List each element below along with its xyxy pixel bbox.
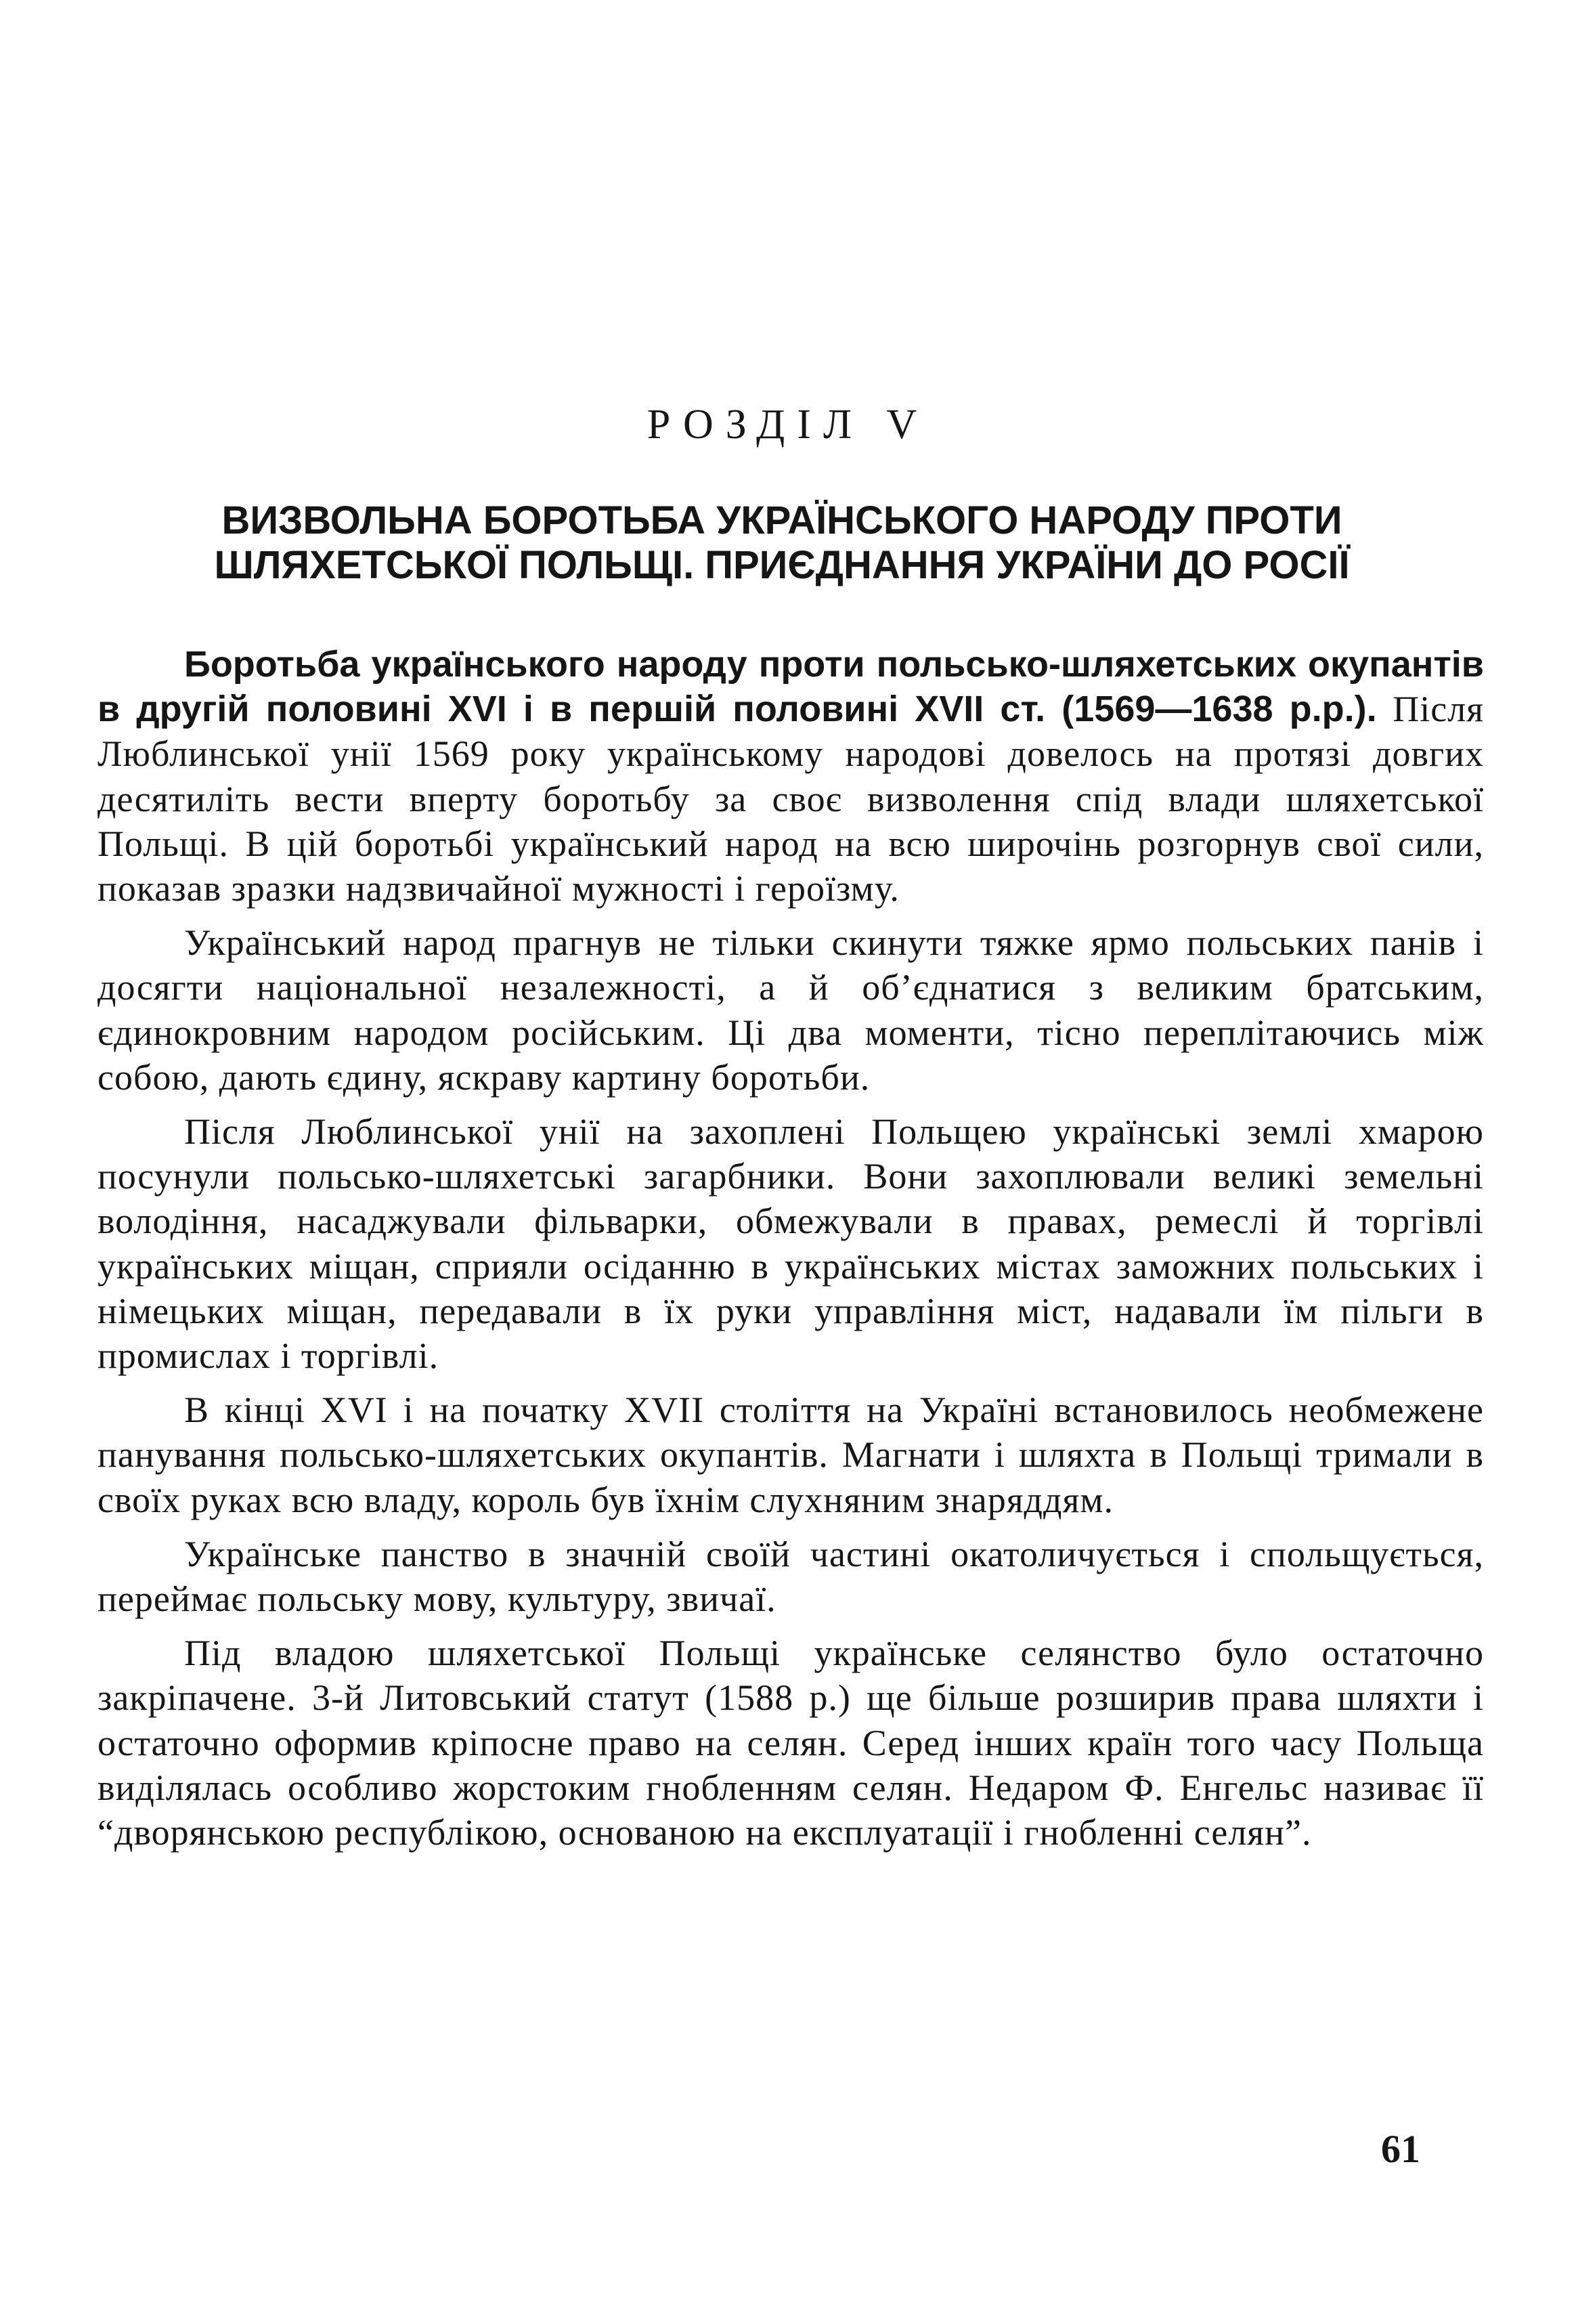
paragraph <box>97 642 1484 911</box>
chapter-title-line: ВИЗВОЛЬНА БОРОТЬБА УКРАЇНСЬКОГО НАРОДУ ПРОТИ <box>221 498 1342 542</box>
paragraph: Українське панство в значній своїй частині окатоличується і спольщується, переймає польську мову, культуру, звичаї. <box>97 1533 1484 1620</box>
paragraph: Під владою шляхетської Польщі українське селянство було остаточно закріпачене. 3-й Литовський статут (1588 р.) ще більше розширив права шляхти і остаточно оформив кріпосне право на селян. Серед інших країн того часу Польща виділялась особливо жорстоким гнобленням селян. Недаром Ф. Енгельс називає її “дворянською республікою, основаною на експлуатації і гнобленні селян”. <box>97 1633 1484 1853</box>
page-number: 61 <box>1381 2127 1420 2171</box>
chapter-title <box>122 498 1442 588</box>
section-heading: Боротьба українського народу проти польсько-шляхетських окупантів в другій половині XVI і в першій половині XVII ст. (1569—1638 р.р.). <box>97 644 1484 730</box>
chapter-label: РОЗДІЛ V <box>647 402 929 448</box>
paragraph: Після Люблинської унії на захоплені Польщею українські землі хмарою посунули польсько-шляхетські загарбники. Вони захоплювали великі земельні володіння, насаджували фільварки, обмежували в правах, ремеслі й торгівлі українських міщан, сприяли осіданню в українських містах заможних польських і німецьких міщан, передавали в їх руки управління міст, надавали їм пільги в промислах і торгівлі. <box>97 1111 1484 1377</box>
body-text <box>97 642 1484 1864</box>
chapter-title-line: ШЛЯХЕТСЬКОЇ ПОЛЬЩІ. ПРИЄДНАННЯ УКРАЇНИ ДО РОСІЇ <box>214 543 1350 587</box>
paragraph: В кінці XVI і на початку XVII століття на Україні встановилось необмежене панування польсько-шляхетських окупантів. Магнати і шляхта в Польщі тримали в своїх руках всю владу, король був їхнім слухняним знаряддям. <box>97 1390 1484 1520</box>
paragraph: Український народ прагнув не тільки скинути тяжке ярмо польських панів і досягти національної незалежності, а й об’єднатися з великим братським, єдинокровним народом російським. Ці два моменти, тісно переплітаючись між собою, дають єдину, яскраву картину боротьби. <box>97 922 1484 1098</box>
paragraph-text: Після Люблинської унії 1569 року українському народові довелось на протязі довгих десятиліть вести вперту боротьбу за своє визволення спід влади шляхетської Польщі. В цій боротьбі український народ на всю широчінь розгорнув свої сили, показав зразки надзвичайної мужності і героїзму. <box>97 689 1484 909</box>
